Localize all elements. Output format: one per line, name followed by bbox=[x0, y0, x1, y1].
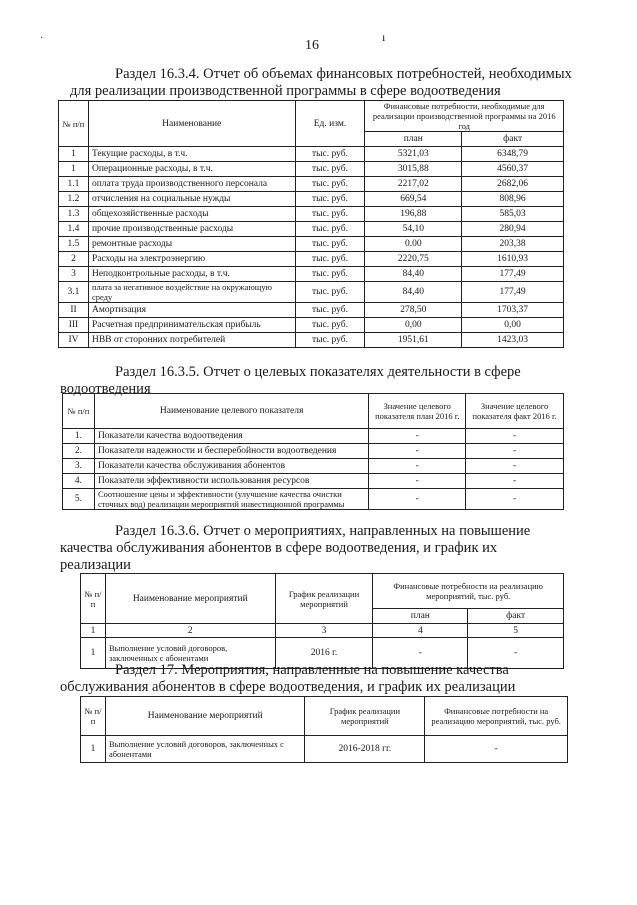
s3-heading-line2: качества обслуживания абонентов в сфере водоотведения, и график их bbox=[60, 540, 498, 556]
row-plan: 669,54 bbox=[365, 192, 462, 207]
row-unit: тыс. руб. bbox=[295, 147, 365, 162]
col-fin-header: Финансовые потребности, необходимые для реализации производственной программы на 2016 год bbox=[365, 101, 564, 132]
table-row bbox=[63, 489, 564, 510]
col-name-header: Наименование мероприятий bbox=[105, 697, 305, 736]
row-plan: 3015,88 bbox=[365, 162, 462, 177]
row-unit: тыс. руб. bbox=[295, 177, 365, 192]
row-number: 1 bbox=[81, 736, 106, 763]
target-indicators-table bbox=[62, 393, 564, 510]
row-fin: - bbox=[425, 736, 568, 763]
row-schedule: 2016 г. bbox=[275, 638, 373, 669]
table-row bbox=[63, 429, 564, 444]
row-unit: тыс. руб. bbox=[295, 207, 365, 222]
row-plan: 54,10 bbox=[365, 222, 462, 237]
row-name: Расчетная предпринимательская прибыль bbox=[88, 318, 295, 333]
row-fact: 585,03 bbox=[462, 207, 564, 222]
row-fact: 2682,06 bbox=[462, 177, 564, 192]
table-row bbox=[59, 237, 564, 252]
row-name: общехозяйственные расходы bbox=[88, 207, 295, 222]
row-fact: 1423,03 bbox=[462, 333, 564, 348]
col-schedule-header: График реализации мероприятий bbox=[305, 697, 425, 736]
row-fact: - bbox=[466, 444, 564, 459]
row-name: оплата труда производственного персонала bbox=[88, 177, 295, 192]
row-plan: 2220,75 bbox=[365, 252, 462, 267]
table-row bbox=[59, 177, 564, 192]
table-row bbox=[59, 222, 564, 237]
col-num-header: № п/п bbox=[81, 697, 106, 736]
col-num-header: № п/п bbox=[81, 574, 106, 624]
events-report-table bbox=[80, 573, 564, 669]
s1-heading-line2: для реализации производственной программы в сфере водоотведения bbox=[70, 83, 501, 99]
row-name: Соотношение цены и эффективности (улучшение качества очистки сточных вод) реализации мероприятий инвестиционной программы bbox=[94, 489, 368, 510]
row-number: 5. bbox=[63, 489, 95, 510]
row-fact: 203,38 bbox=[462, 237, 564, 252]
page-number: 16 bbox=[305, 38, 319, 53]
col-name-header: Наименование мероприятий bbox=[105, 574, 275, 624]
row-number: 1. bbox=[63, 429, 95, 444]
table-row bbox=[59, 282, 564, 303]
col-name-header: Наименование bbox=[88, 101, 295, 147]
row-unit: тыс. руб. bbox=[295, 222, 365, 237]
s2-heading-line2: водоотведения bbox=[60, 381, 151, 397]
row-unit: тыс. руб. bbox=[295, 252, 365, 267]
col-fin-header: Финансовые потребности на реализацию мероприятий, тыс. руб. bbox=[373, 574, 564, 609]
row-fact: - bbox=[466, 489, 564, 510]
col-num-header: № п/п bbox=[63, 394, 95, 429]
row-unit: тыс. руб. bbox=[295, 303, 365, 318]
column-numbers-row bbox=[81, 624, 564, 638]
row-plan: - bbox=[369, 489, 466, 510]
col-fact-header: факт bbox=[462, 132, 564, 147]
row-name: Показатели эффективности использования ресурсов bbox=[94, 474, 368, 489]
row-plan: 2217,02 bbox=[365, 177, 462, 192]
row-number: 1 bbox=[59, 162, 89, 177]
row-plan: 278,50 bbox=[365, 303, 462, 318]
row-name: ремонтные расходы bbox=[88, 237, 295, 252]
s4-heading-line2: обслуживания абонентов в сфере водоотведения, и график их реализации bbox=[60, 679, 516, 695]
row-fact: 280,94 bbox=[462, 222, 564, 237]
row-plan: 0.00 bbox=[365, 237, 462, 252]
table-row bbox=[59, 333, 564, 348]
row-fact: - bbox=[468, 638, 564, 669]
row-number: 1.2 bbox=[59, 192, 89, 207]
row-fact: 177,49 bbox=[462, 282, 564, 303]
row-unit: тыс. руб. bbox=[295, 318, 365, 333]
row-name: Выполнение условий договоров, заключенных с абонентами bbox=[105, 736, 305, 763]
row-name: Показатели качества обслуживания абонентов bbox=[94, 459, 368, 474]
column-number: 5 bbox=[468, 624, 564, 638]
row-plan: 5321,03 bbox=[365, 147, 462, 162]
row-fact: 1610,93 bbox=[462, 252, 564, 267]
col-plan-header: план bbox=[373, 609, 468, 624]
row-name: Операционные расходы, в т.ч. bbox=[88, 162, 295, 177]
row-unit: тыс. руб. bbox=[295, 282, 365, 303]
row-name: прочие производственные расходы bbox=[88, 222, 295, 237]
table-row bbox=[63, 459, 564, 474]
table-row bbox=[59, 192, 564, 207]
table-row bbox=[59, 318, 564, 333]
row-plan: 84,40 bbox=[365, 267, 462, 282]
row-unit: тыс. руб. bbox=[295, 333, 365, 348]
s1-heading-line1: Раздел 16.3.4. Отчет об объемах финансовых потребностей, необходимых bbox=[115, 66, 572, 82]
row-number: 1 bbox=[81, 638, 106, 669]
row-plan: - bbox=[369, 444, 466, 459]
row-number: IV bbox=[59, 333, 89, 348]
row-number: 3. bbox=[63, 459, 95, 474]
row-number: 2. bbox=[63, 444, 95, 459]
row-number: 2 bbox=[59, 252, 89, 267]
col-num-header: № п/п bbox=[59, 101, 89, 147]
table-row bbox=[63, 474, 564, 489]
row-fact: - bbox=[466, 474, 564, 489]
row-number: 1.1 bbox=[59, 177, 89, 192]
row-number: II bbox=[59, 303, 89, 318]
row-plan: 196,88 bbox=[365, 207, 462, 222]
row-fact: 1703,37 bbox=[462, 303, 564, 318]
row-unit: тыс. руб. bbox=[295, 267, 365, 282]
row-plan: - bbox=[369, 429, 466, 444]
s4-heading-line1: Раздел 17. Мероприятия, направленные на повышение качества bbox=[115, 662, 509, 678]
col-fin-header: Финансовые потребности на реализацию мероприятий, тыс. руб. bbox=[425, 697, 568, 736]
row-number: 1.3 bbox=[59, 207, 89, 222]
col-fact-header: Значение целевого показателя факт 2016 г. bbox=[466, 394, 564, 429]
row-name: Показатели качества водоотведения bbox=[94, 429, 368, 444]
row-fact: 0,00 bbox=[462, 318, 564, 333]
row-schedule: 2016-2018 гг. bbox=[305, 736, 425, 763]
column-number: 1 bbox=[81, 624, 106, 638]
table-row bbox=[59, 162, 564, 177]
col-plan-header: план bbox=[365, 132, 462, 147]
table-row bbox=[59, 147, 564, 162]
row-number: 3.1 bbox=[59, 282, 89, 303]
row-fact: - bbox=[466, 459, 564, 474]
row-plan: - bbox=[369, 474, 466, 489]
row-name: Расходы на электроэнергию bbox=[88, 252, 295, 267]
row-name: Неподконтрольные расходы, в т.ч. bbox=[88, 267, 295, 282]
row-unit: тыс. руб. bbox=[295, 192, 365, 207]
column-number: 4 bbox=[373, 624, 468, 638]
row-fact: 177,49 bbox=[462, 267, 564, 282]
col-plan-header: Значение целевого показателя план 2016 г. bbox=[369, 394, 466, 429]
row-fact: 6348,79 bbox=[462, 147, 564, 162]
table-row bbox=[59, 303, 564, 318]
row-unit: тыс. руб. bbox=[295, 162, 365, 177]
column-number: 2 bbox=[105, 624, 275, 638]
row-name: НВВ от сторонних потребителей bbox=[88, 333, 295, 348]
row-name: Выполнение условий договоров, заключенных с абонентами bbox=[105, 638, 275, 669]
row-number: 1.5 bbox=[59, 237, 89, 252]
table-row bbox=[59, 207, 564, 222]
s3-heading-line1: Раздел 16.3.6. Отчет о мероприятиях, направленных на повышение bbox=[115, 523, 531, 539]
column-number: 3 bbox=[275, 624, 373, 638]
row-plan: - bbox=[369, 459, 466, 474]
row-fact: - bbox=[466, 429, 564, 444]
table-row bbox=[59, 267, 564, 282]
corner-mark: ı bbox=[382, 30, 386, 44]
table-row bbox=[81, 736, 568, 763]
col-fact-header: факт bbox=[468, 609, 564, 624]
row-name: Текущие расходы, в т.ч. bbox=[88, 147, 295, 162]
financial-needs-table bbox=[58, 100, 564, 348]
row-number: 1.4 bbox=[59, 222, 89, 237]
table-row bbox=[59, 252, 564, 267]
row-unit: тыс. руб. bbox=[295, 237, 365, 252]
row-fact: 4560,37 bbox=[462, 162, 564, 177]
row-plan: 84,40 bbox=[365, 282, 462, 303]
row-number: 4. bbox=[63, 474, 95, 489]
row-number: 3 bbox=[59, 267, 89, 282]
row-name: плата за негативное воздействие на окружающую среду bbox=[88, 282, 295, 303]
table-row bbox=[63, 444, 564, 459]
row-plan: - bbox=[373, 638, 468, 669]
col-schedule-header: График реализации мероприятий bbox=[275, 574, 373, 624]
row-name: отчисления на социальные нужды bbox=[88, 192, 295, 207]
row-number: III bbox=[59, 318, 89, 333]
events-plan-table bbox=[80, 696, 568, 763]
row-name: Показатели надежности и бесперебойности водоотведения bbox=[94, 444, 368, 459]
row-plan: 0,00 bbox=[365, 318, 462, 333]
col-name-header: Наименование целевого показателя bbox=[94, 394, 368, 429]
row-name: Амортизация bbox=[88, 303, 295, 318]
s2-heading-line1: Раздел 16.3.5. Отчет о целевых показателях деятельности в сфере bbox=[115, 364, 521, 380]
row-plan: 1951,61 bbox=[365, 333, 462, 348]
col-unit-header: Ед. изм. bbox=[295, 101, 365, 147]
row-fact: 808,96 bbox=[462, 192, 564, 207]
s3-heading-line3: реализации bbox=[60, 557, 131, 573]
dot-mark: · bbox=[40, 33, 44, 44]
row-number: 1 bbox=[59, 147, 89, 162]
